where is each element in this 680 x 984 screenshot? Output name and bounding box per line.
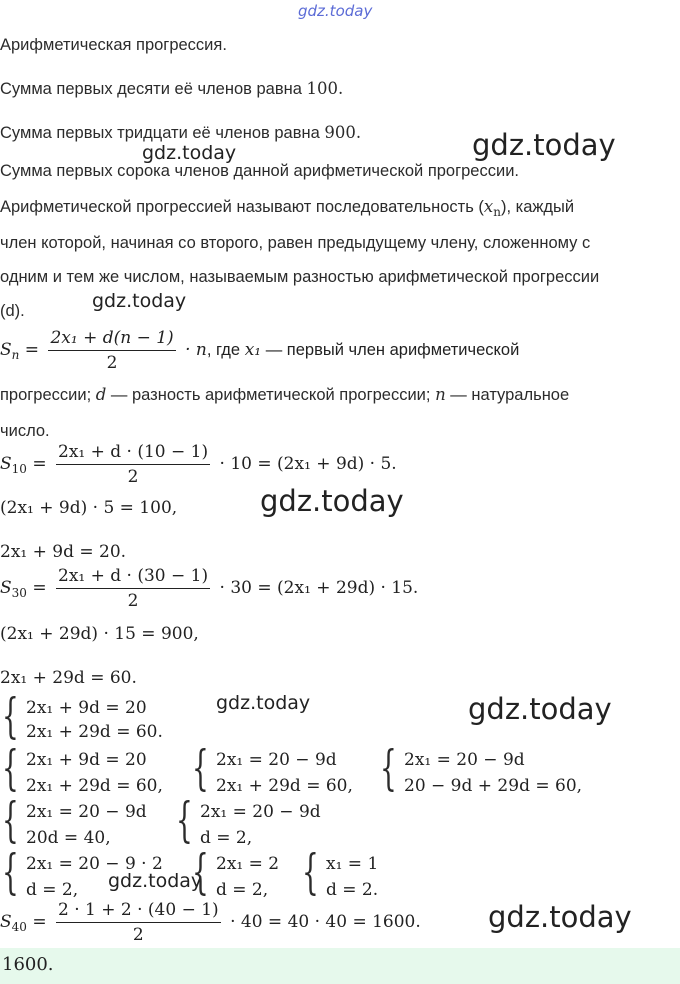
find-sum-40: Сумма первых сорока членов данной арифметической прогрессии.	[0, 162, 520, 180]
system-1-line-1: 2x₁ + 9d = 20	[26, 698, 147, 718]
watermark: gdz.today	[216, 692, 311, 714]
system-brace: {	[302, 844, 319, 900]
watermark: gdz.today	[488, 900, 632, 934]
s30-fraction: $\frac{\text{2x₁ + d · (30 − 1)}}{2}$	[58, 566, 209, 611]
system-2-line-1: 2x₁ + 9d = 20	[26, 750, 147, 770]
sn-explanation-end: число.	[0, 422, 50, 440]
watermark: gdz.today	[472, 128, 616, 162]
answer-box	[0, 948, 680, 984]
system-brace: {	[176, 792, 193, 848]
s10-formula: $S_{10}$ = $\frac{\text{2x₁ + d · (10 − 1)}}{2}$ · 10 = (2x₁ + 9d) · 5.	[0, 442, 397, 487]
definition-line-2: член которой, начиная со второго, равен предыдущему члену, сложенному с	[0, 234, 591, 252]
watermark-top: gdz.today	[298, 2, 373, 20]
watermark: gdz.today	[468, 692, 612, 726]
system-9-line-2: d = 2.	[326, 880, 379, 900]
system-3-line-1: 2x₁ = 20 − 9d	[216, 750, 337, 770]
given-sum-10: Сумма первых десяти её членов равна 100.	[0, 79, 344, 98]
definition-line-3: одним и тем же числом, называемым разностью арифметической прогрессии	[0, 268, 600, 286]
watermark: gdz.today	[92, 290, 187, 312]
answer-value: 1600.	[2, 954, 54, 975]
system-6-line-1: 2x₁ = 20 − 9d	[200, 802, 321, 822]
system-brace: {	[192, 844, 209, 900]
watermark: gdz.today	[142, 142, 237, 164]
system-5-line-2: 20d = 40,	[26, 828, 111, 848]
s30-formula: $S_{30}$ = $\frac{\text{2x₁ + d · (30 − 1)}}{2}$ · 30 = (2x₁ + 29d) · 15.	[0, 566, 419, 611]
system-8-line-2: d = 2,	[216, 880, 269, 900]
system-6-line-2: d = 2,	[200, 828, 253, 848]
watermark: gdz.today	[260, 484, 404, 518]
system-9-line-1: x₁ = 1	[326, 854, 379, 874]
watermark: gdz.today	[108, 870, 203, 892]
system-brace: {	[2, 688, 19, 744]
system-7-line-2: d = 2,	[26, 880, 79, 900]
system-4-line-1: 2x₁ = 20 − 9d	[404, 750, 525, 770]
system-brace: {	[192, 740, 209, 796]
sn-formula: $S_n$ = $\frac{\text{2x₁ + d(n − 1)}}{2}$ · n, где x₁ — первый член арифметической	[0, 328, 520, 373]
equation-3: (2x₁ + 29d) · 15 = 900,	[0, 624, 199, 644]
equation-4: 2x₁ + 29d = 60.	[0, 668, 137, 688]
system-3-line-2: 2x₁ + 29d = 60,	[216, 776, 353, 796]
system-brace: {	[2, 740, 19, 796]
s40-fraction: $\frac{2 \cdot 1 + 2 \cdot (40 - 1)}{2}$	[58, 900, 219, 945]
problem-title: Арифметическая прогрессия.	[0, 36, 227, 54]
system-7-line-1: 2x₁ = 20 − 9 · 2	[26, 854, 163, 874]
system-brace: {	[380, 740, 397, 796]
system-8-line-1: 2x₁ = 2	[216, 854, 280, 874]
equation-2: 2x₁ + 9d = 20.	[0, 542, 127, 562]
s40-formula: $S_{40}$ = $\frac{2 \cdot 1 + 2 \cdot (40 - 1)}{2}$ · 40 = 40 · 40 = 1600.	[0, 900, 421, 945]
sn-fraction: $\frac{\text{2x₁ + d(n − 1)}}{2}$	[50, 328, 174, 373]
definition-line-4: (d).	[0, 302, 25, 320]
system-5-line-1: 2x₁ = 20 − 9d	[26, 802, 147, 822]
s10-fraction: $\frac{\text{2x₁ + d · (10 − 1)}}{2}$	[58, 442, 209, 487]
system-1-line-2: 2x₁ + 29d = 60.	[26, 722, 163, 742]
system-2-line-2: 2x₁ + 29d = 60,	[26, 776, 163, 796]
system-brace: {	[2, 844, 19, 900]
equation-1: (2x₁ + 9d) · 5 = 100,	[0, 498, 178, 518]
given-sum-30: Сумма первых тридцати её членов равна 900.	[0, 123, 362, 142]
sn-explanation: прогрессии; d — разность арифметической прогрессии; n — натуральное	[0, 385, 570, 404]
system-4-line-2: 20 − 9d + 29d = 60,	[404, 776, 583, 796]
system-brace: {	[2, 792, 19, 848]
definition-line-1: Арифметической прогрессией называют последовательность $(x_n)$, каждый	[0, 197, 575, 219]
